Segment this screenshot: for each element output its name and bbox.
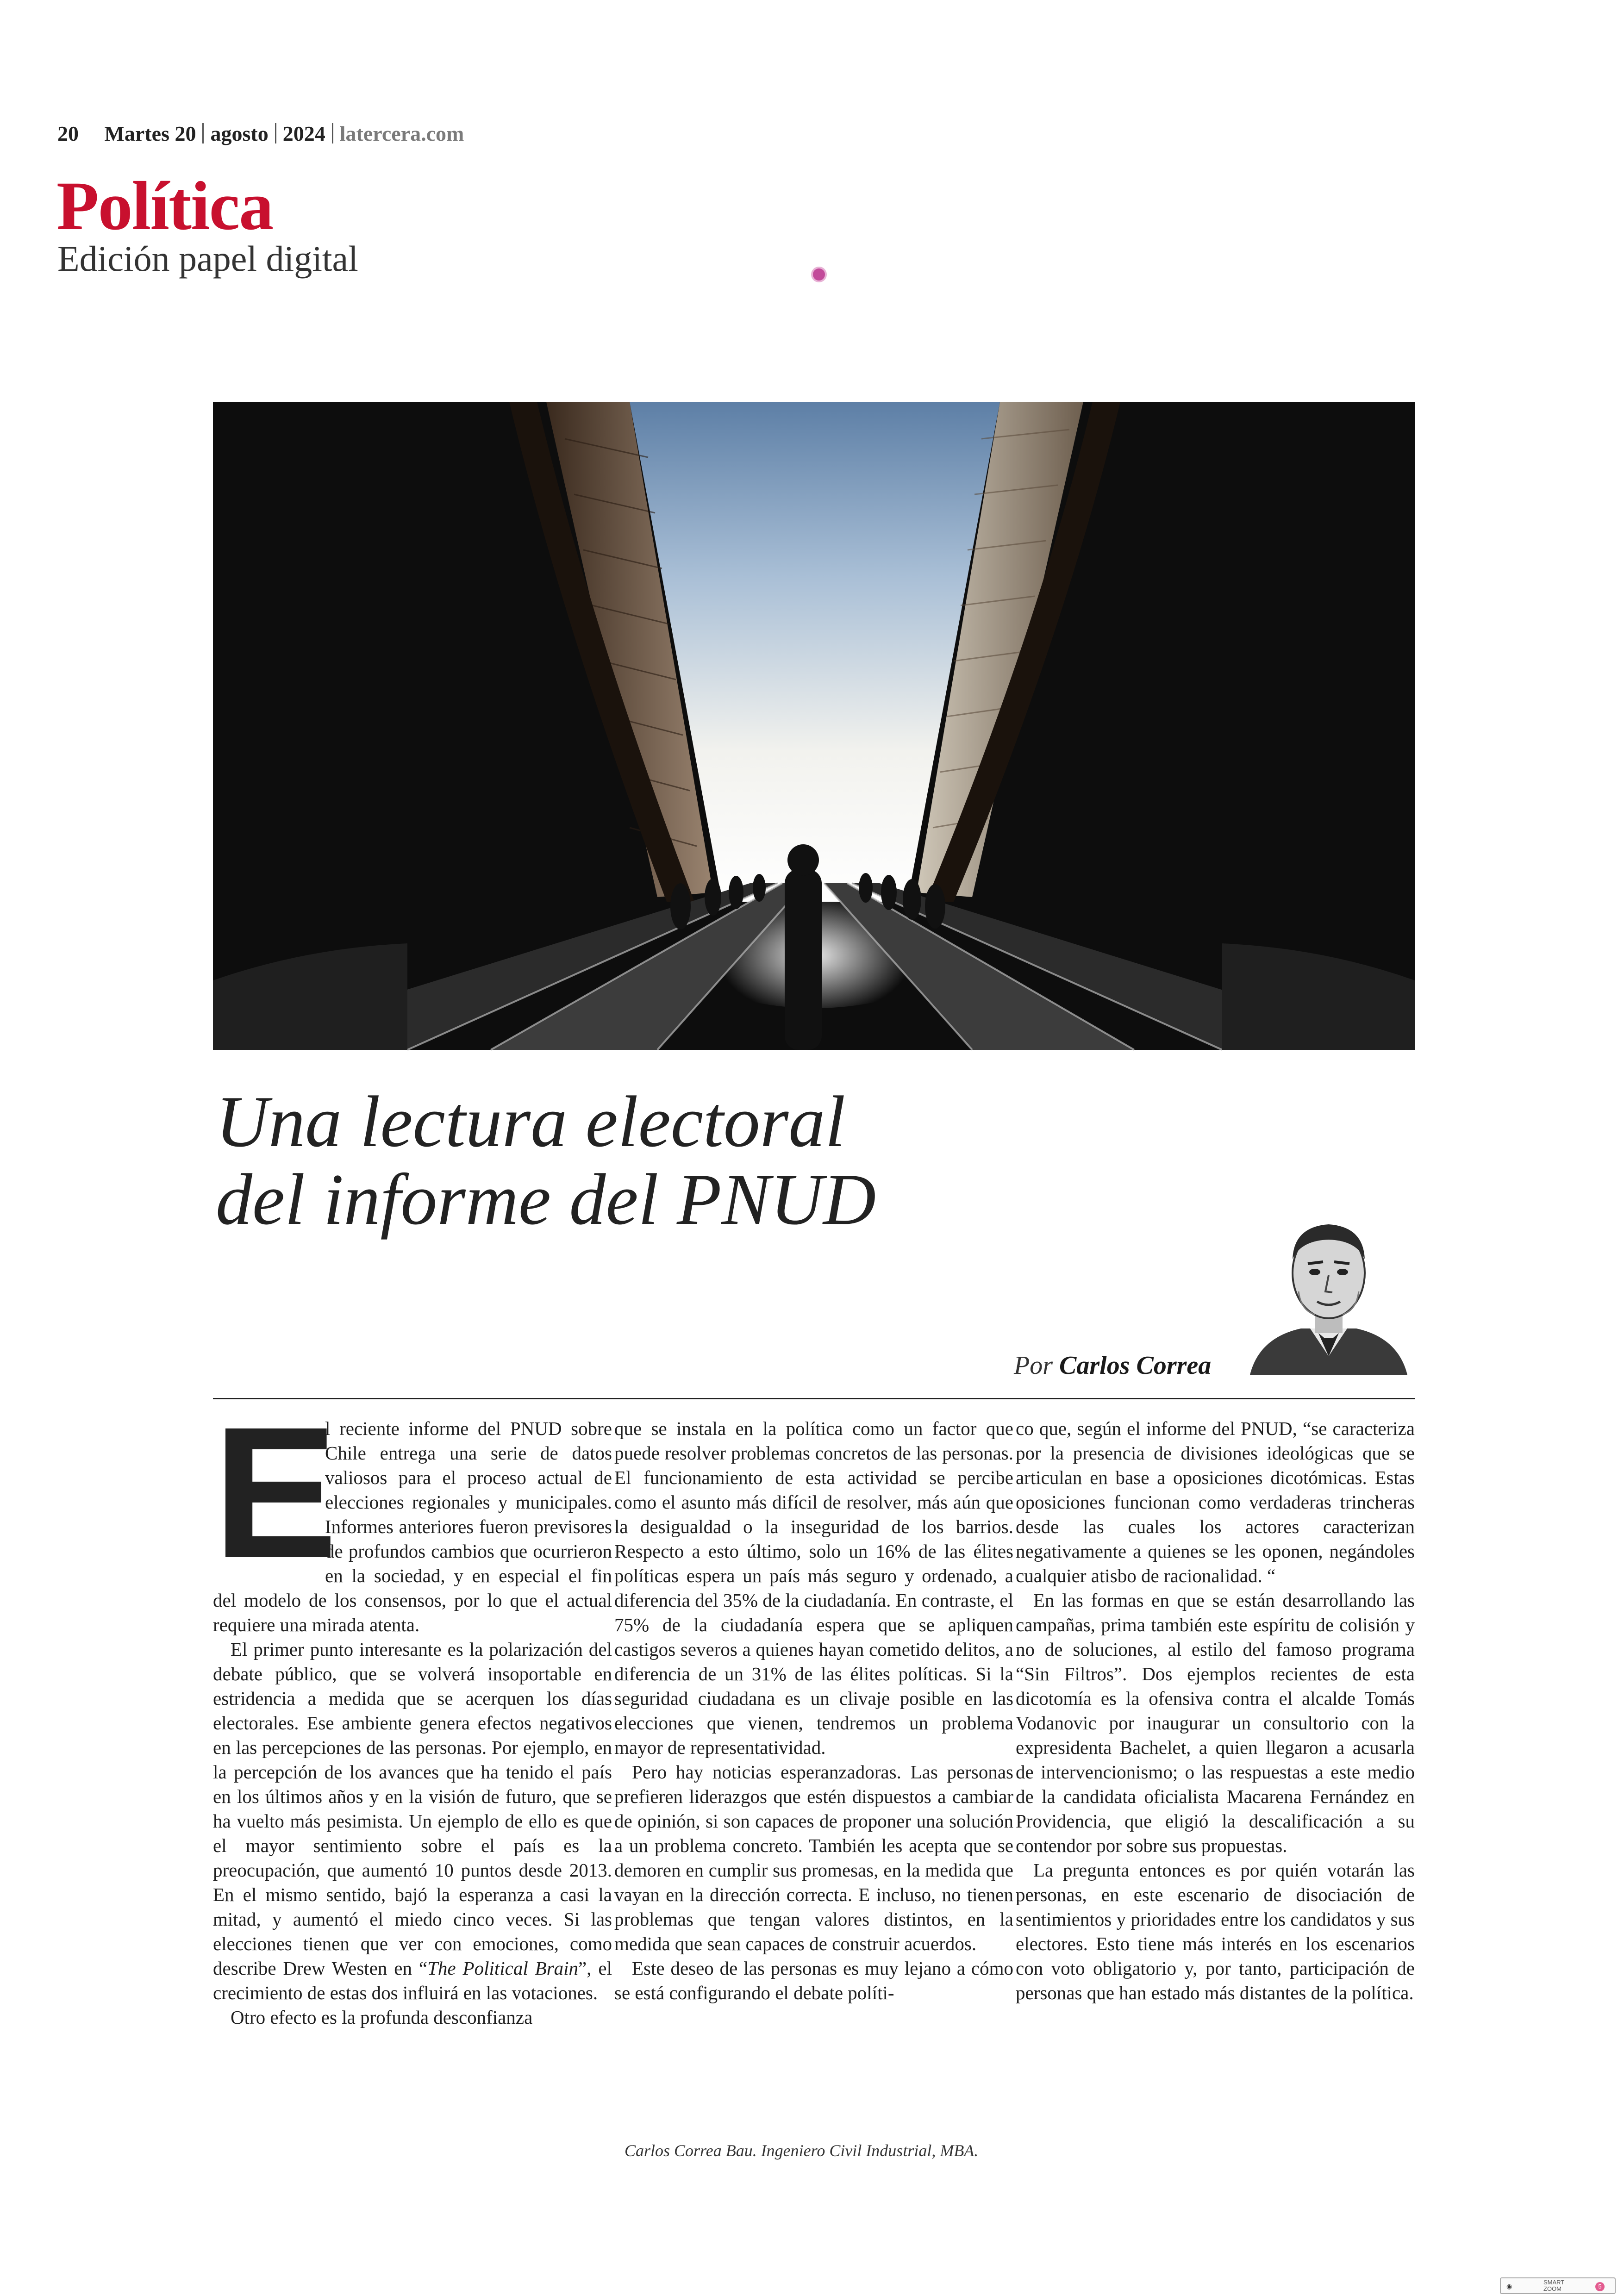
smart-zoom-label: SMART ZOOM — [1543, 2279, 1565, 2292]
paragraph: co que, según el informe del PNUD, “se caracteriza por la presencia de divisiones ideológicas que se articulan en base a oposiciones dicotómicas. Estas oposiciones funcionan como verdaderas trincheras desde las cuales los actores caracterizan negativamente a quienes se les oponen, negándoles cualquier atisbo de racionalidad. “ — [1016, 1418, 1415, 1586]
paragraph: l reciente informe del PNUD sobre Chile entrega una serie de datos valiosos para el proceso actual de elecciones regionales y municipales. Informes anteriores fueron previsores de profundos cambios que ocurrieron en la sociedad, y en especial el fin del modelo de los consensos, por lo que el actual requiere una mirada atenta. — [213, 1418, 612, 1635]
section-subtitle: Edición papel digital — [57, 238, 358, 279]
paragraph: Otro efecto es la profunda desconfianza — [231, 2007, 533, 2028]
paragraph: En las formas en que se están desarrollando las campañas, prima también este espíritu de colisión y no de soluciones, al estilo del famoso programa “Sin Filtros”. Dos ejemplos recientes de esta dicotomía es la ofensiva contra el alcalde Tomás Vodanovic por inaugurar un consultorio con la expresidenta Bachelet, a quien llegaron a acusarla de intervencionismo; o las respuestas a este medio de la candidata oficialista Macarena Fernández en Providencia, que eligió la descalificación a su contendor por sobre sus propuestas. — [1016, 1590, 1415, 1856]
author-portrait — [1241, 1199, 1417, 1375]
header-separator — [275, 123, 276, 143]
smart-zoom-button[interactable] — [1500, 2277, 1616, 2294]
article-column-1 — [213, 1388, 612, 2030]
page-header — [57, 121, 464, 146]
book-title: The Political Brain — [427, 1958, 579, 1979]
article-headline — [216, 1083, 1142, 1239]
byline-author-name: Carlos Correa — [1059, 1351, 1212, 1380]
article-column-2 — [614, 1416, 1013, 2005]
article-photo — [213, 402, 1415, 1050]
paragraph: Este deseo de las personas es muy lejano a cómo se está configurando el debate políti- — [614, 1958, 1013, 2003]
author-sketch — [1241, 1199, 1417, 1375]
header-separator — [332, 123, 333, 143]
drop-cap-letter: E — [213, 1388, 338, 1597]
paragraph: que se instala en la política como un factor que puede resolver problemas concretos de las personas. El funcionamiento de esta actividad se percibe como el asunto más difícil de resolver, más aún que la desigualdad o la inseguridad de los barrios. Respecto a esto último, solo un 16% de las élites políticas espera un país más seguro y ordenado, a diferencia del 35% de la ciudadanía. En contraste, el 75% de la ciudadanía espera que se apliquen castigos severos a quienes hayan cometido delitos, a diferencia de un 31% de las élites políticas. Si la seguridad ciudadana es un clivaje posible en las elecciones que vienen, tendremos un problema mayor de representatividad. — [614, 1418, 1013, 1758]
globe-icon[interactable] — [811, 267, 827, 282]
byline-prefix: Por — [1014, 1351, 1053, 1380]
drop-cap — [213, 1388, 338, 1597]
header-year: 2024 — [282, 122, 325, 145]
headline-line-1: Una lectura electoral — [216, 1081, 846, 1162]
paragraph: La pregunta entonces es por quién votarán las personas, en este escenario de disociación de sentimientos y prioridades entre los candidatos y sus electores. Esto tiene más interés en los escenarios con voto obligatorio y, por tanto, participación de personas que han estado más distantes de la política. — [1016, 1859, 1415, 2003]
paragraph: El primer punto interesante es la polarización del debate público, que se volverá insoportable en estridencia a medida que se acerquen los días electorales. Ese ambiente genera efectos negativos en las percepciones de las personas. Por ejemplo, en la percepción de los avances que ha tenido el país en los últimos años y en la visión de futuro, que se ha vuelto más pesimista. Un ejemplo de ello es que el mayor sentimiento sobre el país es la preocupación, que aumentó 10 puntos desde 2013. En el mismo sentido, bajó la esperanza a casi la mitad, y aumentó el miedo cinco veces. Si las elecciones tienen que ver con emociones, como describe Drew Westen en “The Political Brain”, el crecimiento de estas dos influirá en las votaciones. — [213, 1639, 612, 2003]
paragraph: Pero hay noticias esperanzadoras. Las personas prefieren liderazgos que estén dispuestos a cambiar de opinión, si son capaces de proponer una solución a un problema concreto. También les acepta que se demoren en cumplir sus promesas, en la medida que vayan en la dirección correcta. E incluso, no tienen problemas que tengan valores distintos, en la medida que sean capaces de construir acuerdos. — [614, 1761, 1013, 1954]
article-column-3 — [1016, 1416, 1415, 2005]
header-month: agosto — [210, 122, 269, 145]
escalator-buildings-photo — [213, 402, 1415, 1050]
section-title: Política — [56, 168, 273, 244]
eye-icon: ◉ — [1506, 2283, 1512, 2290]
byline — [1014, 1351, 1211, 1380]
headline-line-2: del informe del PNUD — [216, 1159, 876, 1240]
zoom-badge: 5 — [1595, 2282, 1605, 2291]
header-day: Martes 20 — [104, 122, 196, 145]
byline-divider — [213, 1398, 1415, 1399]
header-site-link[interactable]: latercera.com — [339, 122, 464, 145]
author-note: Carlos Correa Bau. Ingeniero Civil Industrial, MBA. — [625, 2141, 979, 2160]
header-separator — [202, 123, 204, 143]
page-number: 20 — [57, 122, 79, 145]
